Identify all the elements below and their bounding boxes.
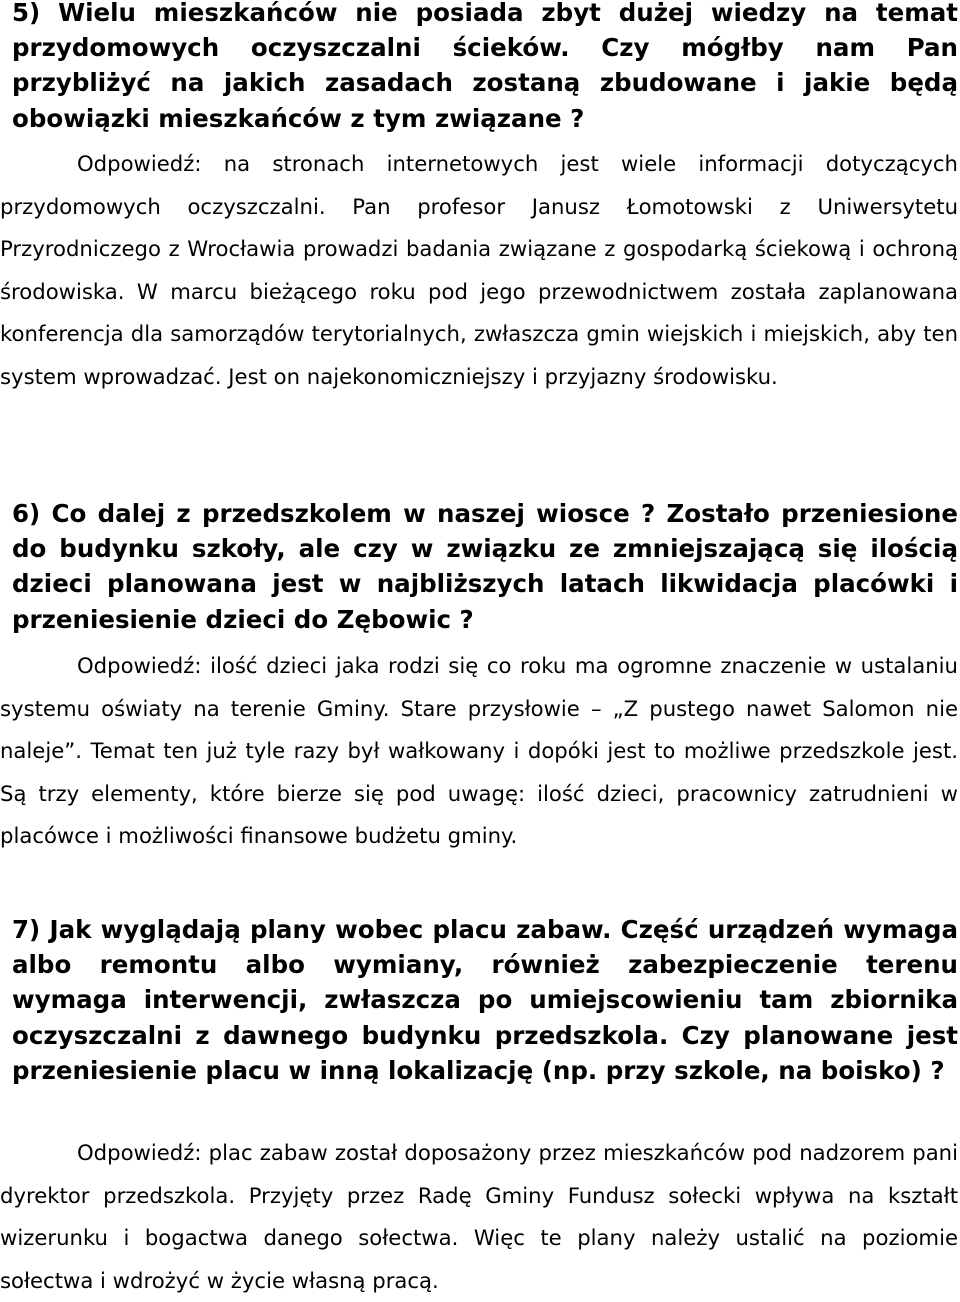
- answer-text: plac zabaw został doposażony przez mieszkańców pod nadzorem pani dyrektor przedszkola. Przyjęty przez Radę Gminy Fundusz sołecki wpływa na kształt wizerunku i bogactwa danego sołectwa. Więc te plany należy ustalić na poziomie sołectwa i wdrożyć w życie własną pracą.: [0, 1140, 958, 1293]
- answer-label: Odpowiedź:: [77, 1140, 202, 1165]
- answer-5: [0, 143, 958, 399]
- answer-6: [0, 645, 958, 858]
- answer-label: Odpowiedź:: [77, 151, 202, 176]
- question-5: 5) Wielu mieszkańców nie posiada zbyt dużej wiedzy na temat przydomowych oczyszczalni ścieków. Czy mógłby nam Pan przybliżyć na jakich zasadach zostaną zbudowane i jakie będą obowiązki mieszkańców z tym związane ?: [12, 0, 958, 133]
- answer-text: ilość dzieci jaka rodzi się co roku ma ogromne znaczenie w ustalaniu systemu oświaty na terenie Gminy. Stare przysłowie – „Z pustego nawet Salomon nie naleje”. Temat ten już tyle razy był wałkowany i dopóki jest to możliwe przedszkole jest. Są trzy elementy, które bierze się pod uwagę: ilość dzieci, pracownicy zatrudnieni w placówce i możliwości finansowe budżetu gminy.: [0, 653, 958, 849]
- question-6: 6) Co dalej z przedszkolem w naszej wiosce ? Zostało przeniesione do budynku szkoły, ale czy w związku ze zmniejszającą się ilością dzieci planowana jest w najbliższych latach likwidacja placówki i przeniesienie dzieci do Zębowic ?: [12, 499, 958, 634]
- answer-7: [0, 1132, 958, 1302]
- question-7: 7) Jak wyglądają plany wobec placu zabaw. Część urządzeń wymaga albo remontu albo wymiany, również zabezpieczenie terenu wymaga interwencji, zwłaszcza po umiejscowieniu tam zbiornika oczyszczalni z dawnego budynku przedszkola. Czy planowane jest przeniesienie placu w inną lokalizację (np. przy szkole, na boisko) ?: [12, 915, 958, 1085]
- answer-label: Odpowiedź:: [77, 653, 202, 678]
- answer-text: na stronach internetowych jest wiele informacji dotyczących przydomowych oczyszczalni. Pan profesor Janusz Łomotowski z Uniwersytetu Przyrodniczego z Wrocławia prowadzi badania związane z gospodarką ściekową i ochroną środowiska. W marcu bieżącego roku pod jego przewodnictwem została zaplanowana konferencja dla samorządów terytorialnych, zwłaszcza gmin wiejskich i miejskich, aby ten system wprowadzać. Jest on najekonomiczniejszy i przyjazny środowisku.: [0, 151, 958, 389]
